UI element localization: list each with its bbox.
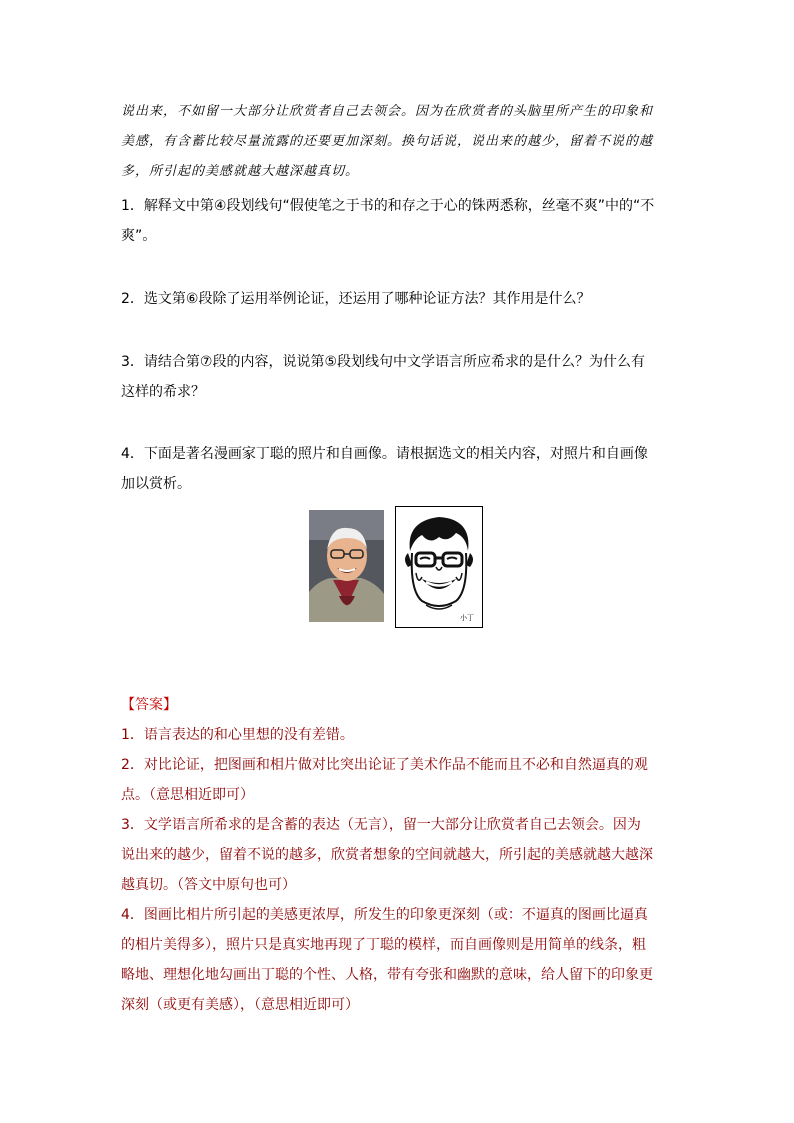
answer-number: 4． [121,907,144,923]
answer-text: 越真切。（答文中原句也可） [121,877,296,893]
answer-3 [121,810,681,900]
answer-text: 语言表达的和心里想的没有差错。 [143,727,354,743]
passage-line-2: 美感，有含蓄比较尽量流露的还要更加深刻。换句话说，说出来的越少，留着不说的越 [121,134,654,149]
signature-mark: 小丁 [460,614,474,622]
answer-number: 3． [121,817,144,833]
caricature-image [396,507,482,627]
question-number: 4． [121,446,144,462]
answer-text: 文学语言所希求的是含蓄的表达（无言），留一大部分让欣赏者自己去领会。因为 [143,817,641,833]
passage-line-1: 说出来，不如留一大部分让欣赏者自己去领会。因为在欣赏者的头脑里所产生的印象和 [121,104,654,119]
question-1 [121,191,681,251]
answer-text: 图画比相片所引起的美感更浓厚，所发生的印象更深刻（或：不逼真的图画比逼真 [143,907,648,923]
passage-excerpt [121,97,681,187]
question-text: 解释文中第④段划线句“假使笔之于书的和存之于心的铢两悉称，丝毫不爽”中的“不 [143,198,655,214]
answer-heading: 【答案】 [121,697,177,713]
passage-line-3: 多，所引起的美感就越大越深越真切。 [121,164,360,179]
question-text: 下面是著名漫画家丁聪的照片和自画像。请根据选文的相关内容，对照片和自画像 [143,446,648,462]
question-text: 爽”。 [121,228,157,244]
answer-text: 的相片美得多），照片只是真实地再现了丁聪的模样，而自画像则是用简单的线条，粗 [121,937,646,953]
question-2 [121,284,681,314]
question-number: 1． [121,198,144,214]
photo-image [309,510,384,622]
answer-number: 2． [121,757,144,773]
answer-text: 对比论证，把图画和相片做对比突出论证了美术作品不能而且不必和自然逼真的观 [143,757,648,773]
answer-text: 深刻（或更有美感），（意思相近即可） [121,997,359,1013]
question-number: 3． [121,354,144,370]
answer-text: 点。（意思相近即可） [121,787,254,803]
answer-number: 1． [121,727,144,743]
question-text: 这样的希求？ [121,384,205,400]
answer-4 [121,900,681,1020]
answer-text: 略地、理想化地勾画出丁聪的个性、人格，带有夸张和幽默的意味，给人留下的印象更 [121,967,653,983]
question-text: 加以赏析。 [121,476,191,492]
question-number: 2． [121,291,144,307]
question-text: 选文第⑥段除了运用举例论证，还运用了哪种论证方法？其作用是什么？ [143,291,591,307]
question-text: 请结合第⑦段的内容，说说第⑤段划线句中文学语言所应希求的是什么？为什么有 [143,354,646,370]
question-4 [121,439,681,499]
ding-cong-photo [309,510,384,622]
answer-1 [121,720,681,750]
answer-section [121,690,681,1020]
answer-text: 说出来的越少，留着不说的越多，欣赏者想象的空间就越大，所引起的美感就越大越深 [121,847,653,863]
ding-cong-self-portrait [395,506,483,628]
question-3 [121,347,681,407]
answer-2 [121,750,681,810]
